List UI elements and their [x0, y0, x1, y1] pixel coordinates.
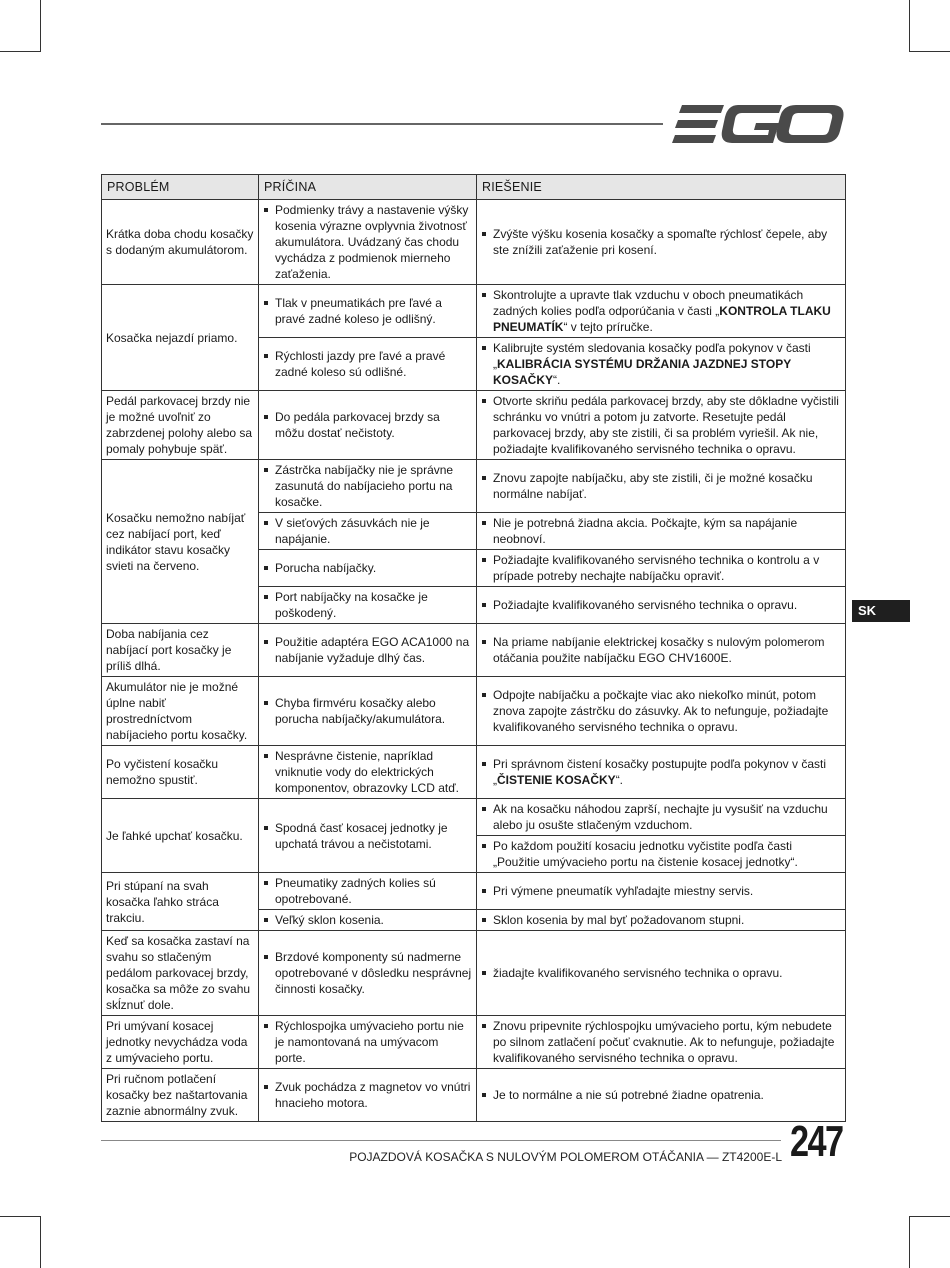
solution-text [481, 801, 841, 833]
solution-cell [477, 587, 846, 624]
cause-cell [259, 513, 477, 550]
solution-fragment: Odpojte nabíjačku a počkajte viac ako niekoľko minút, potom znova zapojte zástrčku do zásuvky. Ak to nefunguje, požiadajte kvalifikovaného servisného technika o opravu. [493, 688, 829, 734]
table-row [102, 391, 846, 460]
cause-cell [259, 746, 477, 799]
solution-fragment: Sklon kosenia by mal byť požadovanom stupni. [493, 913, 745, 927]
cause-text: Nesprávne čistenie, napríklad vniknutie vody do elektrických komponentov, obrazovky LCD atď. [263, 748, 472, 796]
solution-text [481, 634, 841, 666]
cause-cell [259, 1016, 477, 1069]
problem-cell: Pri ručnom potlačení kosačky bez naštartovania zaznie abnormálny zvuk. [102, 1069, 259, 1122]
solution-text [481, 965, 841, 981]
solution-text [481, 687, 841, 735]
solution-text [481, 552, 841, 584]
table-row [102, 931, 846, 1016]
solution-cell [477, 799, 846, 836]
solution-cell [477, 746, 846, 799]
crop-mark [40, 1216, 41, 1268]
cause-cell [259, 200, 477, 285]
solution-cell [477, 513, 846, 550]
cause-text: Do pedála parkovacej brzdy sa môžu dostať nečistoty. [263, 409, 472, 441]
solution-fragment: Pri výmene pneumatík vyhľadajte miestny servis. [493, 884, 754, 898]
table-row [102, 624, 846, 677]
cause-text: Rýchlosti jazdy pre ľavé a pravé zadné koleso sú odlišné. [263, 348, 472, 380]
problem-cell: Pri umývaní kosacej jednotky nevychádza voda z umývacieho portu. [102, 1016, 259, 1069]
solution-fragment: Kalibrujte systém sledovania kosačky podľa pokynov v časti „ [493, 341, 811, 371]
cause-cell [259, 285, 477, 338]
problem-cell: Akumulátor nie je možné úplne nabiť prostredníctvom nabíjacieho portu kosačky. [102, 677, 259, 746]
cause-cell [259, 677, 477, 746]
solution-fragment: Požiadajte kvalifikovaného servisného technika o opravu. [493, 598, 798, 612]
cause-cell [259, 550, 477, 587]
solution-cell [477, 910, 846, 931]
section-reference: KONTROLA TLAKU PNEUMATÍK [493, 304, 831, 334]
solution-text [481, 912, 841, 928]
cause-text: Tlak v pneumatikách pre ľavé a pravé zadné koleso je odlišný. [263, 295, 472, 327]
footer-title: POJAZDOVÁ KOSAČKA S NULOVÝM POLOMEROM OTÁČANIA — ZT4200E-L [349, 1150, 782, 1164]
solution-cell [477, 1016, 846, 1069]
solution-text [481, 393, 841, 457]
cause-text: Veľký sklon kosenia. [263, 912, 472, 928]
solution-text [481, 1018, 841, 1066]
cause-cell [259, 391, 477, 460]
solution-fragment: Znovu zapojte nabíjačku, aby ste zistili, či je možné kosačku normálne nabíjať. [493, 471, 813, 501]
solution-fragment: Nie je potrebná žiadna akcia. Počkajte, kým sa napájanie neobnoví. [493, 516, 798, 546]
solution-fragment: “. [615, 773, 624, 787]
cause-text: Pneumatiky zadných kolies sú opotrebované. [263, 875, 472, 907]
crop-mark [40, 0, 41, 52]
solution-cell [477, 200, 846, 285]
problem-cell: Krátka doba chodu kosačky s dodaným akumulátorom. [102, 200, 259, 285]
solution-text [481, 838, 841, 870]
table-row [102, 1016, 846, 1069]
solution-text [481, 226, 841, 258]
problem-cell: Doba nabíjania cez nabíjací port kosačky je príliš dlhá. [102, 624, 259, 677]
crop-mark [910, 51, 950, 52]
section-reference: KALIBRÁCIA SYSTÉMU DRŽANIA JAZDNEJ STOPY KOSAČKY [493, 357, 792, 387]
solution-fragment: Otvorte skriňu pedála parkovacej brzdy, aby ste dôkladne vyčistili schránku vo vnútri a potom ju zatvorte. Resetujte pedál parkovacej brzdy, aby ste zistili, či sa problém vyriešil. Ak nie, požiadajte kvalifikovaného servisného technika o opravu. [493, 394, 839, 456]
solution-cell [477, 285, 846, 338]
crop-mark [909, 1216, 910, 1268]
cause-cell [259, 624, 477, 677]
solution-fragment: Pri správnom čistení kosačky postupujte podľa pokynov v časti „ [493, 757, 826, 787]
solution-cell [477, 460, 846, 513]
solution-fragment: Po každom použití kosaciu jednotku vyčistite podľa časti „Použitie umývacieho portu na čistenie kosacej jednotky“. [493, 839, 798, 869]
section-reference: ČISTENIE KOSAČKY [497, 773, 616, 787]
header-problem: PROBLÉM [102, 175, 259, 200]
header-cause: PRÍČINA [259, 175, 477, 200]
cause-text: Rýchlospojka umývacieho portu nie je namontovaná na umývacom porte. [263, 1018, 472, 1066]
solution-fragment: Znovu pripevnite rýchlospojku umývacieho portu, kým nebudete po silnom zatlačení počuť cvaknutie. Ak to nefunguje, požiadajte kvalifikovaného servisného technika o opravu. [493, 1019, 835, 1065]
solution-cell [477, 391, 846, 460]
ego-logo [672, 103, 844, 145]
table-row [102, 1069, 846, 1122]
problem-cell: Pedál parkovacej brzdy nie je možné uvoľniť zo zabrzdenej polohy alebo sa pomaly pohybuje späť. [102, 391, 259, 460]
table-header-row [102, 175, 846, 200]
solution-fragment: Požiadajte kvalifikovaného servisného technika o kontrolu a v prípade potreby nechajte nabíjačku opraviť. [493, 553, 820, 583]
solution-fragment: “ v tejto príručke. [563, 320, 653, 334]
language-tab: SK [852, 600, 910, 622]
solution-cell [477, 677, 846, 746]
solution-cell [477, 550, 846, 587]
cause-text: Brzdové komponenty sú nadmerne opotrebované v dôsledku nesprávnej činnosti kosačky. [263, 949, 472, 997]
crop-mark [909, 0, 910, 52]
table-row [102, 799, 846, 836]
table-row [102, 746, 846, 799]
header-solution: RIEŠENIE [477, 175, 846, 200]
cause-cell [259, 1069, 477, 1122]
header-rule [101, 123, 663, 125]
table-row [102, 677, 846, 746]
cause-cell [259, 799, 477, 873]
table-row [102, 285, 846, 338]
cause-text: Zvuk pochádza z magnetov vo vnútri hnacieho motora. [263, 1079, 472, 1111]
solution-text [481, 287, 841, 335]
crop-mark [0, 51, 40, 52]
troubleshooting-table [101, 174, 846, 1122]
problem-cell: Kosačka nejazdí priamo. [102, 285, 259, 391]
cause-text: Porucha nabíjačky. [263, 560, 472, 576]
solution-fragment: Na priame nabíjanie elektrickej kosačky s nulovým polomerom otáčania použite nabíjačku EGO CHV1600E. [493, 635, 825, 665]
cause-cell [259, 873, 477, 910]
solution-fragment: žiadajte kvalifikovaného servisného technika o opravu. [493, 966, 783, 980]
solution-cell [477, 338, 846, 391]
solution-text [481, 1087, 841, 1103]
solution-cell [477, 836, 846, 873]
cause-text: Spodná časť kosacej jednotky je upchatá trávou a nečistotami. [263, 820, 472, 852]
solution-text [481, 340, 841, 388]
problem-cell: Keď sa kosačka zastaví na svahu so stlačeným pedálom parkovacej brzdy, kosačka sa môže zo svahu skĺznuť dole. [102, 931, 259, 1016]
crop-mark [910, 1216, 950, 1217]
solution-fragment: Zvýšte výšku kosenia kosačky a spomaľte rýchlosť čepele, aby ste znížili zaťaženie pri kosení. [493, 227, 828, 257]
solution-cell [477, 624, 846, 677]
solution-cell [477, 931, 846, 1016]
solution-text [481, 883, 841, 899]
solution-cell [477, 873, 846, 910]
table-row [102, 873, 846, 910]
cause-cell [259, 460, 477, 513]
solution-text [481, 515, 841, 547]
solution-fragment: “. [553, 373, 561, 387]
page-number: 247 [790, 1117, 843, 1166]
cause-cell [259, 587, 477, 624]
table-row [102, 460, 846, 513]
problem-cell: Po vyčistení kosačku nemožno spustiť. [102, 746, 259, 799]
cause-cell [259, 910, 477, 931]
cause-text: Port nabíjačky na kosačke je poškodený. [263, 589, 472, 621]
footer-rule [101, 1140, 781, 1141]
solution-text [481, 756, 841, 788]
cause-cell [259, 931, 477, 1016]
cause-text: Použitie adaptéra EGO ACA1000 na nabíjanie vyžaduje dlhý čas. [263, 634, 472, 666]
cause-text: Podmienky trávy a nastavenie výšky kosenia výrazne ovplyvnia životnosť akumulátora. Uvádzaný čas chodu vychádza z podmienok mierneho zaťaženia. [263, 202, 472, 282]
problem-cell: Pri stúpaní na svah kosačka ľahko stráca trakciu. [102, 873, 259, 931]
cause-text: Zástrčka nabíjačky nie je správne zasunutá do nabíjacieho portu na kosačke. [263, 462, 472, 510]
problem-cell: Je ľahké upchať kosačku. [102, 799, 259, 873]
cause-text: Chyba firmvéru kosačky alebo porucha nabíjačky/akumulátora. [263, 695, 472, 727]
table-row [102, 200, 846, 285]
cause-cell [259, 338, 477, 391]
problem-cell: Kosačku nemožno nabíjať cez nabíjací port, keď indikátor stavu kosačky svieti na červeno. [102, 460, 259, 624]
solution-text [481, 597, 841, 613]
solution-cell [477, 1069, 846, 1122]
table-body [102, 200, 846, 1122]
solution-fragment: Skontrolujte a upravte tlak vzduchu v oboch pneumatikách zadných kolies podľa odporúčania v časti „ [493, 288, 804, 318]
crop-mark [0, 1216, 40, 1217]
cause-text: V sieťových zásuvkách nie je napájanie. [263, 515, 472, 547]
solution-fragment: Je to normálne a nie sú potrebné žiadne opatrenia. [493, 1088, 764, 1102]
solution-text [481, 470, 841, 502]
solution-fragment: Ak na kosačku náhodou zaprší, nechajte ju vysušiť na vzduchu alebo ju osušte stlačeným vzduchom. [493, 802, 828, 832]
